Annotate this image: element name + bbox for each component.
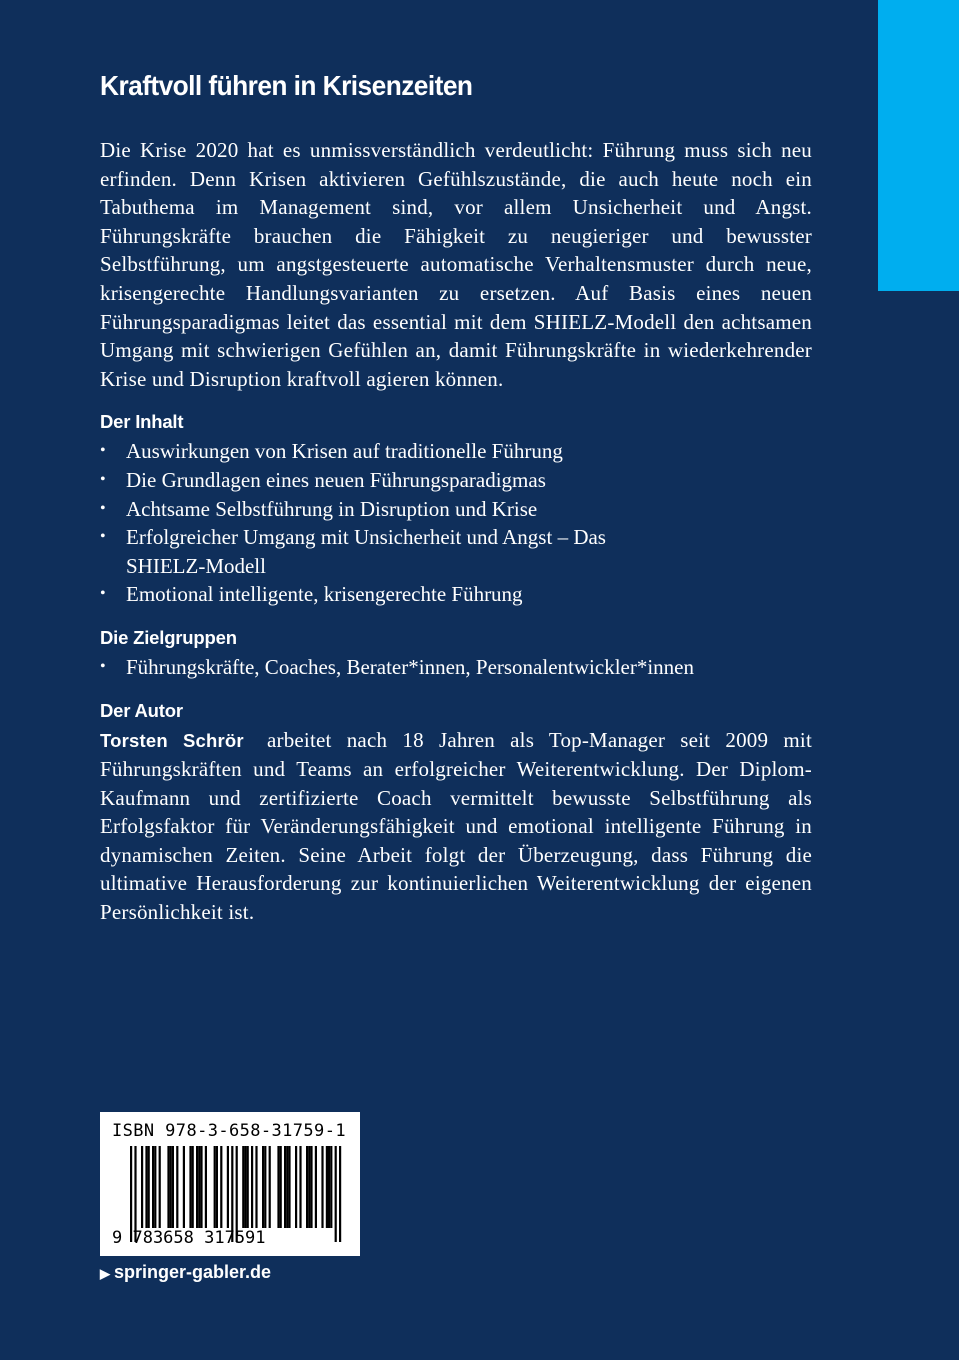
barcode-bar [220, 1146, 222, 1228]
author-name: Torsten Schrör [100, 729, 244, 751]
audience-heading: Die Zielgruppen [100, 626, 237, 648]
barcode-bar [299, 1146, 301, 1228]
barcode-bar [247, 1146, 249, 1228]
author-paragraph [100, 726, 812, 927]
audience-list-item: • Führungskräfte, Coaches, Berater*innen, Personalentwickler*innen [100, 653, 826, 682]
isbn-barcode [100, 1112, 360, 1256]
barcode-bar [255, 1146, 257, 1228]
barcode-bar [284, 1146, 286, 1228]
barcode-bar [148, 1146, 150, 1228]
barcode-bar [335, 1146, 337, 1242]
barcode-bar [306, 1146, 308, 1228]
barcode-bar [216, 1146, 218, 1228]
content-list-item: • Emotional intelligente, krisengerechte Führung [100, 580, 666, 609]
barcode-bar [315, 1146, 317, 1228]
barcode-bar [286, 1146, 288, 1228]
barcode-bar [198, 1146, 200, 1228]
barcode-bar [170, 1146, 172, 1228]
barcode-bar [330, 1146, 332, 1228]
barcode-bar [308, 1146, 310, 1228]
barcode-bar [189, 1146, 191, 1228]
barcode-bar [326, 1146, 328, 1228]
content-list-item: • Erfolgreicher Umgang mit Unsicherheit und Angst – Das SHIELZ-Modell [100, 523, 666, 580]
accent-bar [878, 0, 959, 291]
content-list-item: • Auswirkungen von Krisen auf traditionelle Führung [100, 437, 666, 466]
barcode-bar [288, 1146, 290, 1228]
isbn-label: ISBN 978-3-658-31759-1 [112, 1121, 346, 1141]
barcode-digits: 9 783658 317591 [112, 1228, 266, 1248]
barcode-bar [196, 1146, 198, 1228]
barcode-bar [172, 1146, 174, 1228]
publisher-link[interactable] [100, 1262, 271, 1283]
barcode-bar [251, 1146, 253, 1228]
barcode-bar [183, 1146, 185, 1228]
barcode-bar [277, 1146, 279, 1228]
author-bio: arbeitet nach 18 Jahren als Top-Manager seit 2009 mit Führungskräften und Teams an erfolgreicher Weiterentwicklung. Der Diplom-Kaufmann und zertifizierte Coach vermittelt bewusste Selbstführung als Erfolgsfaktor für Veränderungsfähigkeit und emotional intelligente Führung in dynamischen Zeiten. Seine Arbeit folgt der Überzeugung, dass Führung die ultimative Herausforderung zur kontinuierlichen Weiterentwicklung der eigenen Persönlichkeit ist. [100, 727, 813, 925]
barcode-bar [176, 1146, 178, 1228]
barcode-bar [321, 1146, 323, 1228]
content-list-item: • Die Grundlagen eines neuen Führungsparadigmas [100, 466, 666, 495]
content-heading: Der Inhalt [100, 411, 184, 433]
barcode-bar [200, 1146, 202, 1228]
barcode-bar [310, 1146, 312, 1228]
barcode-bar [242, 1146, 244, 1228]
publisher-url: springer-gabler.de [114, 1262, 272, 1282]
barcode-bar [192, 1146, 194, 1228]
audience-list [100, 653, 812, 682]
barcode-bar [328, 1146, 330, 1228]
barcode-bar [280, 1146, 282, 1228]
barcode-bar [295, 1146, 297, 1228]
barcode-bar [167, 1146, 169, 1228]
barcode-bar [152, 1146, 154, 1228]
content-list [100, 437, 812, 609]
back-cover-content [100, 70, 812, 927]
barcode-bar [145, 1146, 147, 1228]
content-list-item: • Achtsame Selbstführung in Disruption und Krise [100, 495, 666, 524]
barcode-bar [269, 1146, 271, 1228]
author-heading: Der Autor [100, 699, 183, 721]
barcode-bar [159, 1146, 161, 1228]
barcode-bar [205, 1146, 207, 1228]
barcode-bar [141, 1146, 143, 1228]
intro-paragraph: Die Krise 2020 hat es unmissverständlich verdeutlicht: Führung muss sich neu erfinden. Denn Krisen aktivieren Gefühlszustände, die auch heute noch ein Tabuthema im Management sind, vor allem Unsicherheit und Angst. Führungskräfte brauchen die Fähigkeit zu neugieriger und bewusster Selbstführung, um angstgesteuerte automatische Verhaltensmuster durch neue, krisengerechte Handlungsvarianten zu ersetzen. Auf Basis eines neuen Führungsparadigmas leitet das essential mit dem SHIELZ-Modell den achtsamen Umgang mit schwierigen Gefühlen an, damit Führungskräfte in wiederkehrender Krise und Disruption kraftvoll agieren können. [100, 138, 812, 391]
barcode-bar [244, 1146, 246, 1228]
barcode-bar [339, 1146, 341, 1242]
barcode-bar [264, 1146, 266, 1228]
triangle-right-icon: ▶ [100, 1266, 110, 1281]
barcode-bar [214, 1146, 216, 1228]
barcode-bar [262, 1146, 264, 1228]
barcode-bar [227, 1146, 229, 1228]
book-title: Kraftvoll führen in Krisenzeiten [100, 70, 473, 101]
barcode-bar [154, 1146, 156, 1228]
